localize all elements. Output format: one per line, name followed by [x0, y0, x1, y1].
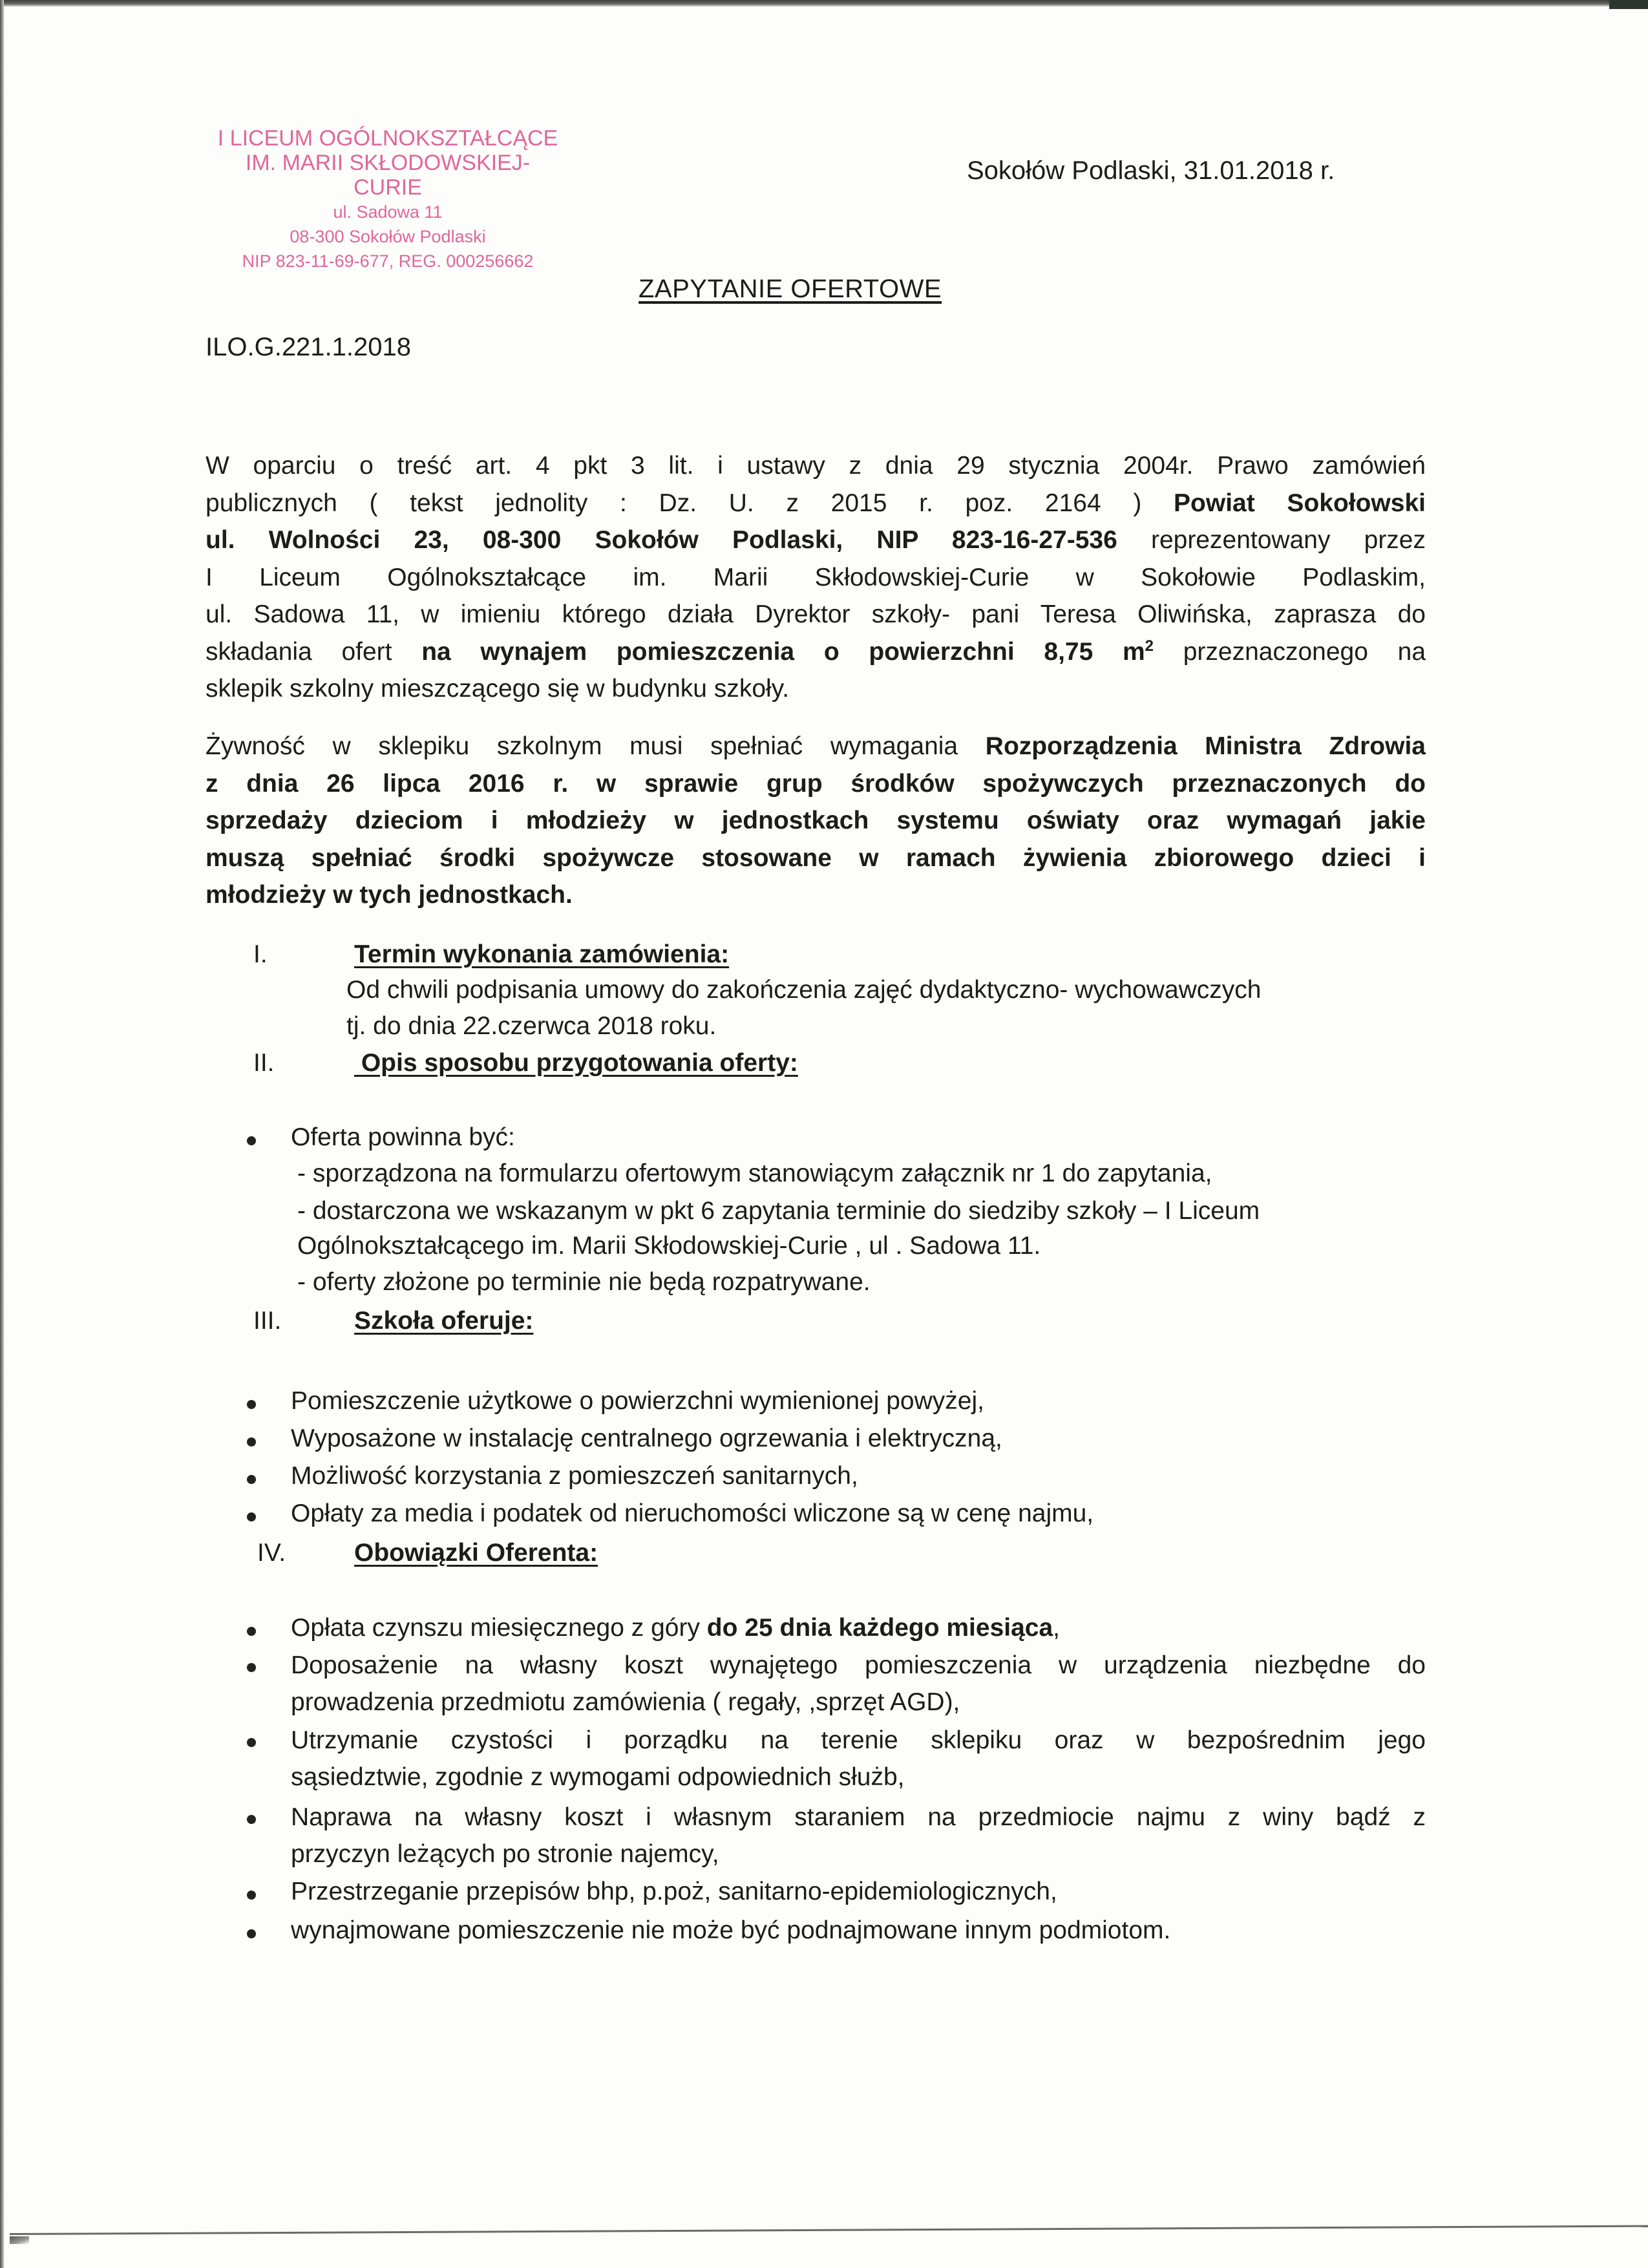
intro-paragraph [206, 447, 1426, 708]
bullet-icon [247, 1475, 256, 1484]
stamp-line-school: I LICEUM OGÓLNOKSZTAŁCĄCE [217, 126, 558, 151]
bullet-icon [247, 1815, 256, 1824]
stamp-line-nip: NIP 823-11-69-677, REG. 000256662 [242, 251, 534, 271]
stamp-line-patron: IM. MARII SKŁODOWSKIEJ-CURIE [245, 151, 531, 200]
food-line: muszą spełniać środki spożywcze stosowane w ramach żywienia zbiorowego dzieci i [206, 843, 1426, 872]
bullet-text: Wyposażone w instalację centralnego ogrzewania i elektryczną, [291, 1425, 1002, 1452]
section-text: Od chwili podpisania umowy do zakończenia zajęć dydaktyczno- wychowawczych [346, 976, 1262, 1004]
bullet-text: Naprawa na własny koszt i własnym staraniem na przedmiocie najmu z winy bądź z przyczyn leżących po stronie najemcy, [291, 1803, 1426, 1868]
intro-line: ul. Wolności 23, 08-300 Sokołów Podlaski, NIP 823-16-27-536 reprezentowany przez [206, 526, 1426, 554]
section-heading-school-offers: Szkoła oferuje: [354, 1307, 534, 1335]
section-heading-obligations: Obowiązki Oferenta: [354, 1539, 598, 1567]
food-paragraph [206, 728, 1426, 914]
scan-edge-bottom [10, 2225, 1648, 2235]
document-title: ZAPYTANIE OFERTOWE [639, 275, 942, 303]
sub-line: - sporządzona na formularzu ofertowym stanowiącym załącznik nr 1 do zapytania, [297, 1160, 1212, 1187]
bullet-text: Doposażenie na własny koszt wynajętego pomieszczenia w urządzenia niezbędne do prowadzenia przedmiotu zamówienia ( regały, ,sprzęt AGD), [291, 1651, 1426, 1716]
food-line: sprzedaży dzieciom i młodzieży w jednostkach systemu oświaty oraz wymagań jakie [206, 807, 1426, 834]
scan-fold-shadow [10, 2236, 29, 2244]
sub-line: Ogólnokształcącego im. Marii Skłodowskiej-Curie , ul . Sadowa 11. [297, 1232, 1041, 1260]
scan-edge-left [0, 0, 4, 2268]
intro-line: I Liceum Ogólnokształcące im. Marii Skłodowskiej-Curie w Sokołowie Podlaskim, [206, 563, 1426, 591]
stamp-line-city: 08-300 Sokołów Podlaski [290, 227, 486, 246]
section-numeral: IV. [257, 1539, 286, 1567]
bullet-icon [247, 1437, 256, 1447]
intro-line: W oparciu o treść art. 4 pkt 3 lit. i ustawy z dnia 29 stycznia 2004r. Prawo zamówień [206, 452, 1426, 480]
stamp-line-street: ul. Sadowa 11 [333, 202, 443, 222]
section-heading-offer: Opis sposobu przygotowania oferty: [354, 1049, 798, 1077]
food-line: Żywność w sklepiku szkolnym musi spełniać wymagania Rozporządzenia Ministra Zdrowia [206, 732, 1426, 760]
county-name: Powiat Sokołowski [1174, 489, 1426, 517]
bullet-text: Pomieszczenie użytkowe o powierzchni wymienionej powyżej, [291, 1387, 984, 1415]
place-date: Sokołów Podlaski, 31.01.2018 r. [967, 156, 1335, 185]
bullet-text: Przestrzeganie przepisów bhp, p.poż, sanitarno-epidemiologicznych, [291, 1878, 1057, 1905]
bullet-icon [247, 1738, 256, 1747]
bullet-text: Możliwość korzystania z pomieszczeń sanitarnych, [291, 1462, 858, 1490]
bullet-icon [247, 1929, 256, 1938]
bullet-text: Utrzymanie czystości i porządku na terenie sklepiku oraz w bezpośrednim jego sąsiedztwie, zgodnie z wymogami odpowiednich służb, [291, 1726, 1426, 1791]
food-line: z dnia 26 lipca 2016 r. w sprawie grup środków spożywczych przeznaczonych do [206, 769, 1426, 798]
bullet-icon [247, 1136, 256, 1145]
school-stamp [213, 126, 562, 273]
food-line: młodzieży w tych jednostkach. [206, 881, 573, 909]
bullet-icon [247, 1627, 256, 1636]
room-area: na wynajem pomieszczenia o powierzchni 8,75 $m^2$ [421, 637, 1154, 666]
bullet-text: Opłata czynszu miesięcznego z góry do 25 dnia każdego miesiąca, [291, 1614, 1061, 1642]
reference-number: ILO.G.221.1.2018 [206, 333, 412, 361]
section-numeral: II. [253, 1049, 275, 1077]
bullet-icon [247, 1400, 256, 1409]
intro-line: składania ofert na wynajem pomieszczenia o powierzchni 8,75 $m^2$ przeznaczonego na [206, 637, 1426, 666]
bullet-icon [247, 1663, 256, 1672]
bullet-text: wynajmowane pomieszczenie nie może być podnajmowane innym podmiotom. [291, 1916, 1171, 1944]
section-numeral: I. [253, 940, 268, 968]
section-text: tj. do dnia 22.czerwca 2018 roku. [346, 1012, 717, 1040]
section-heading-term: Termin wykonania zamówienia: [354, 940, 730, 968]
bullet-text: Oferta powinna być: [291, 1123, 515, 1151]
bullet-text: Opłaty za media i podatek od nieruchomości wliczone są w cenę najmu, [291, 1500, 1094, 1527]
scan-edge-corner [1609, 0, 1648, 9]
scan-edge-top [0, 0, 1648, 6]
sub-line: - oferty złożone po terminie nie będą rozpatrywane. [297, 1268, 871, 1296]
intro-line: ul. Sadowa 11, w imieniu którego działa Dyrektor szkoły- pani Teresa Oliwińska, zaprasza do [206, 600, 1426, 628]
county-address: ul. Wolności 23, 08-300 Sokołów Podlaski, NIP 823-16-27-536 [206, 526, 1117, 554]
intro-line: sklepik szkolny mieszczącego się w budynku szkoły. [206, 675, 790, 703]
intro-line: publicznych ( tekst jednolity : Dz. U. z 2015 r. poz. 2164 ) Powiat Sokołowski [206, 489, 1426, 517]
sub-line: - dostarczona we wskazanym w pkt 6 zapytania terminie do siedziby szkoły – I Liceum [297, 1197, 1260, 1225]
bullet-icon [247, 1512, 256, 1521]
section-numeral: III. [253, 1307, 282, 1335]
bullet-icon [247, 1891, 256, 1900]
rent-deadline: do 25 dnia każdego miesiąca [706, 1614, 1053, 1642]
